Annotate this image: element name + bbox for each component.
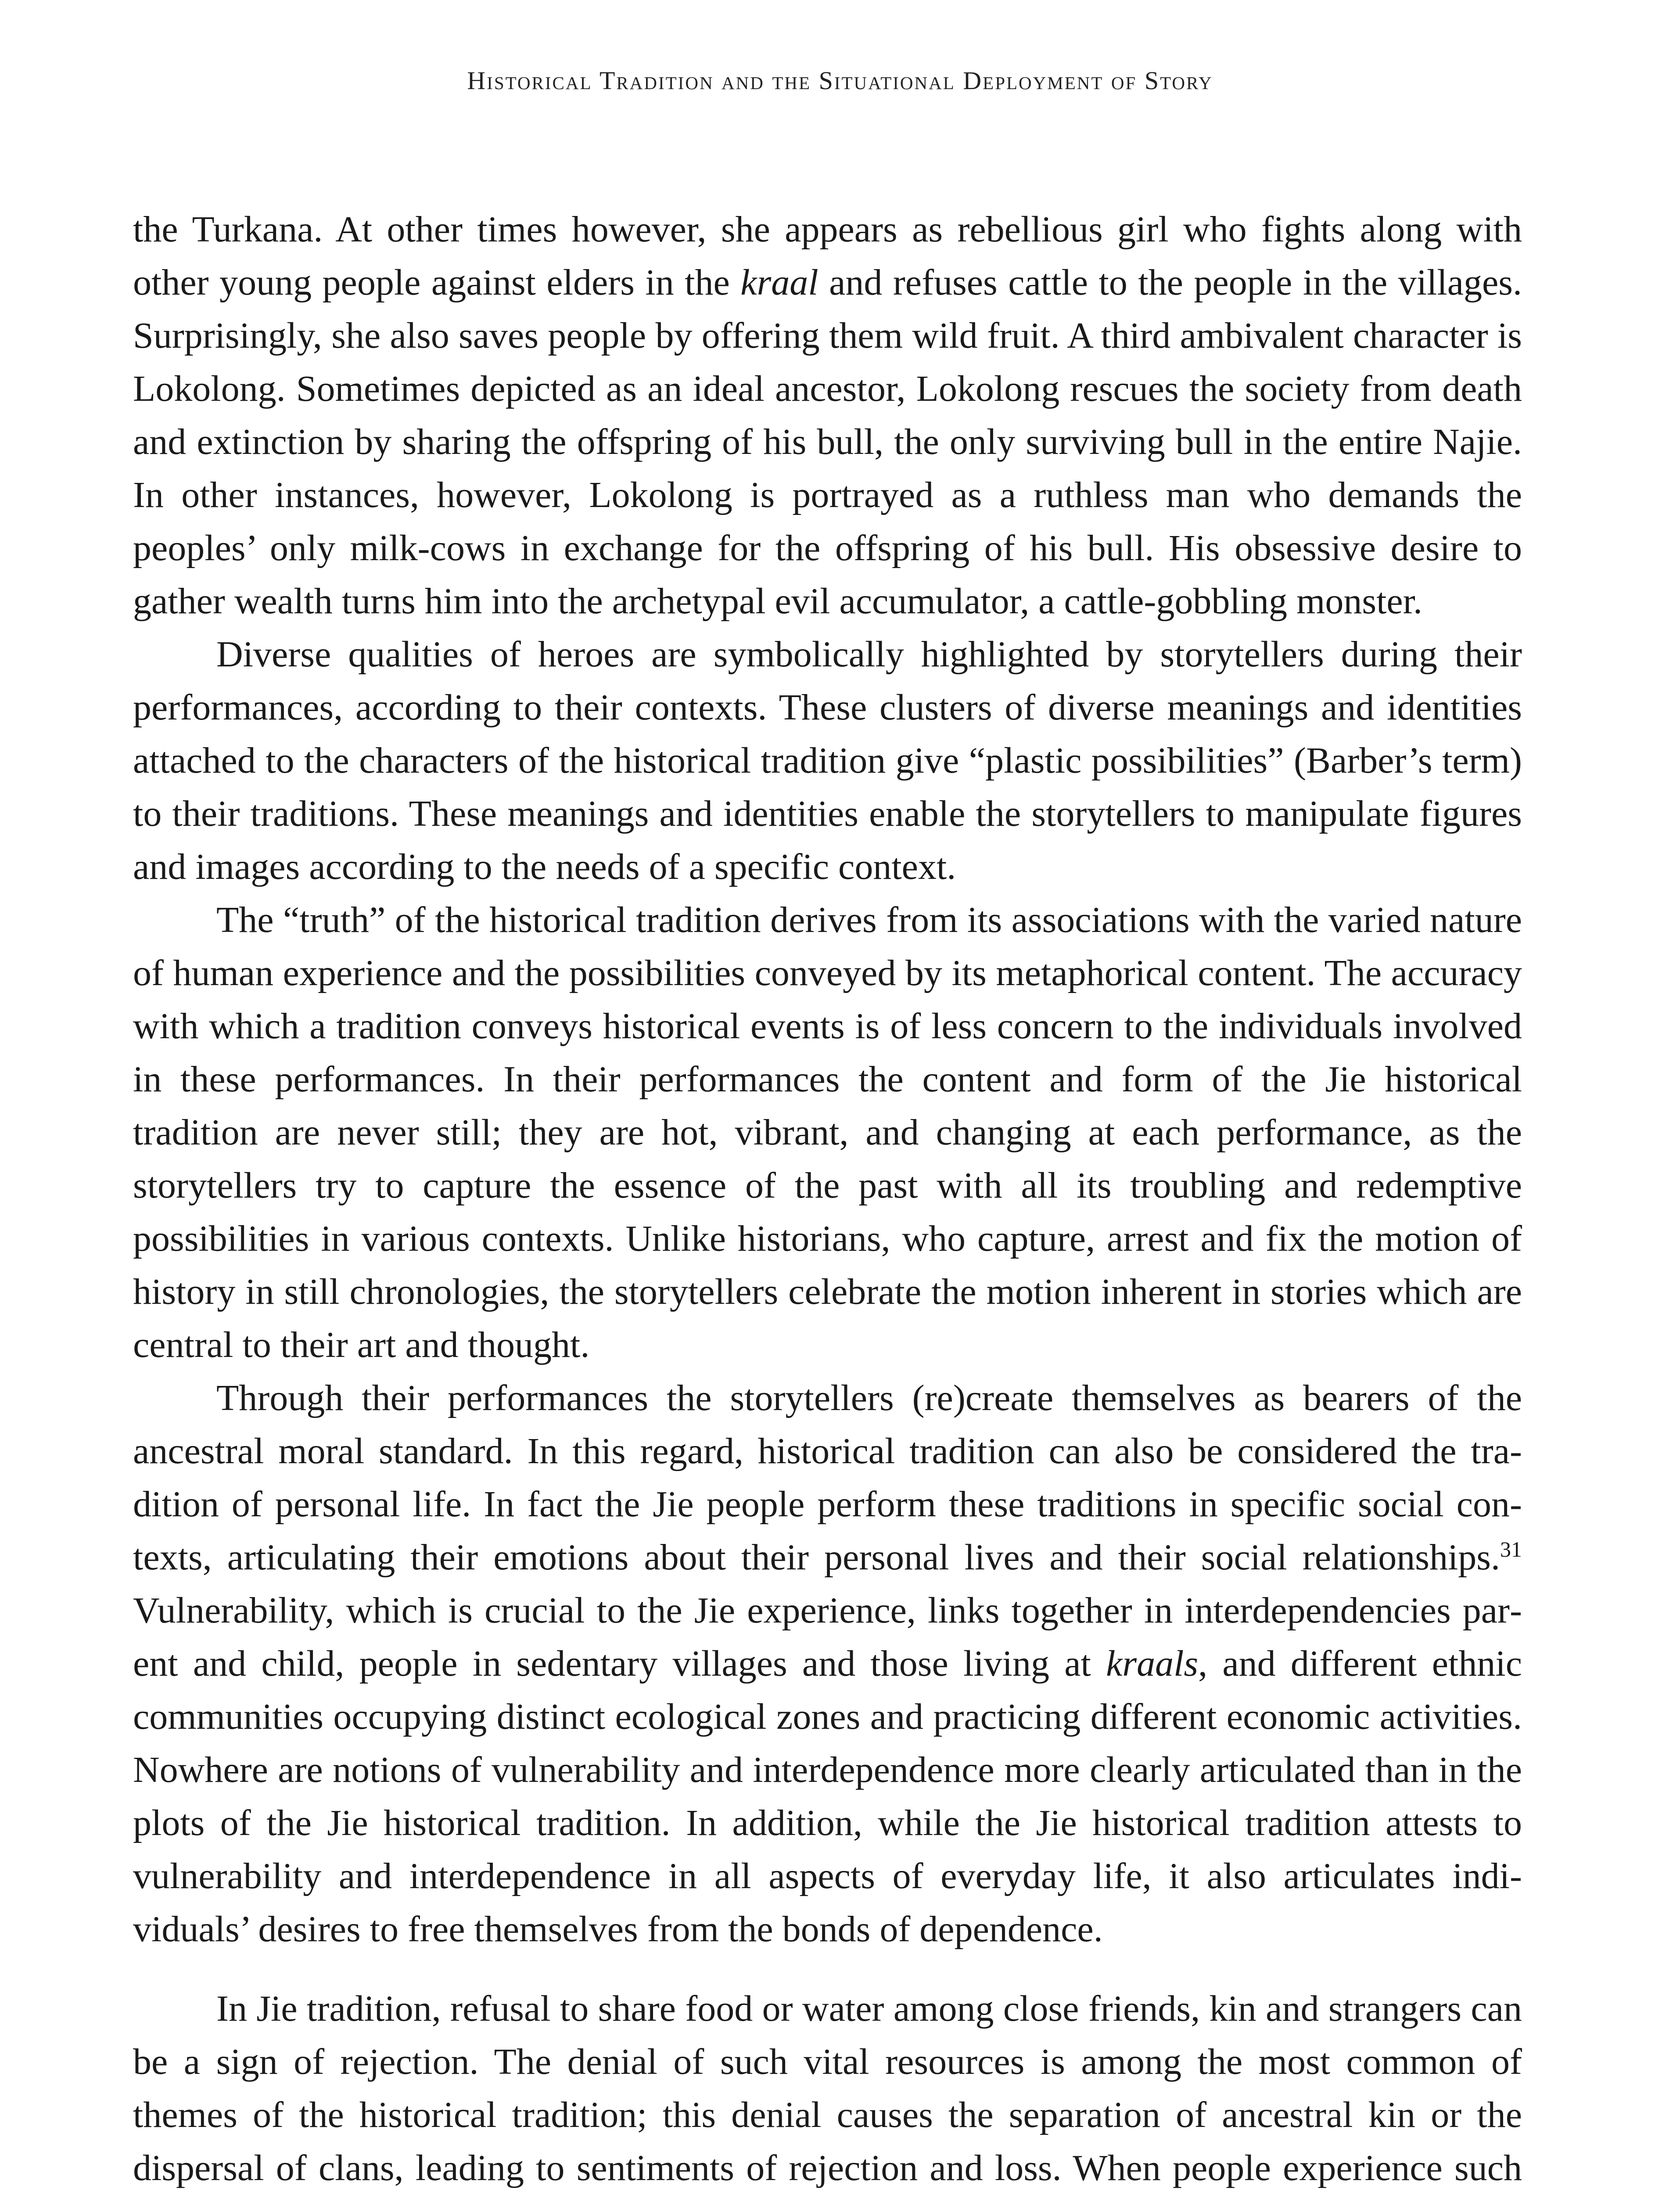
- text-run: , and different ethnic communities occupying distinct ecological zones and practicing different economic activities. Nowhere are notions of vulnerability and interdependence more clearly articulated than in the plots of the Jie historical tradition. In addition, while the Jie historical tradition attests to vulnerability and interdependence in all aspects of everyday life, it also articulates individuals’ desires to free themselves from the bonds of dependence.: [133, 1643, 1522, 1950]
- paragraph: [133, 1982, 1522, 2195]
- text-run: The “truth” of the historical tradition derives from its associations with the varied nature of human experience and the possibilities conveyed by its metaphorical content. The accuracy with which a tradition conveys historical events is of less concern to the individuals involved in these performances. In their performances the content and form of the Jie historical tradition are never still; they are hot, vibrant, and changing at each performance, as the storytellers try to capture the essence of the past with all its troubling and redemptive possibilities in various contexts. Unlike historians, who capture, arrest and fix the motion of history in still chronologies, the storytellers celebrate the motion inherent in stories which are central to their art and thought.: [133, 900, 1522, 1365]
- body-text: [133, 203, 1522, 2195]
- text-run: Vulnerability, which is crucial to the Jie experience, links together in interdependencies parent and child, people in sedentary villages and those living at: [133, 1590, 1522, 1684]
- italic-term: kraals: [1106, 1643, 1199, 1684]
- paragraph: [133, 628, 1522, 893]
- text-run: the Turkana. At other times however, she appears as rebellious girl who fights along with other young people against elders in the: [133, 209, 1522, 303]
- paragraph: [133, 893, 1522, 1371]
- footnote-marker: 31: [1500, 1537, 1522, 1562]
- running-head: Historical Tradition and the Situational Deployment of Story: [467, 66, 1213, 95]
- text-run: Diverse qualities of heroes are symbolically highlighted by storytellers during their performances, according to their contexts. These clusters of diverse meanings and identities attached to the characters of the historical tradition give “plastic possibilities” (Barber’s term) to their traditions. These meanings and identities enable the storytellers to manipulate figures and images according to the needs of a specific context.: [133, 634, 1522, 887]
- paragraph: [133, 203, 1522, 628]
- text-run: In Jie tradition, refusal to share food or water among close friends, kin and strangers can be a sign of rejection. The denial of such vital resources is among the most common of themes of the historical tradition; this denial causes the separation of ancestral kin or the dispersal of clans, leading to sentiments of rejection and loss. When people experience such: [133, 1988, 1522, 2188]
- text-run: Through their performances the storytellers (re)create themselves as bearers of the ancestral moral standard. In this regard, historical tradition can also be considered the tradition of personal life. In fact the Jie people perform these traditions in specific social contexts, articulating their emotions about their personal lives and their social relationships.: [133, 1378, 1522, 1578]
- text-run: and refuses cattle to the people in the villages. Surprisingly, she also saves people by offering them wild fruit. A third ambivalent character is Lokolong. Sometimes depicted as an ideal ancestor, Lokolong rescues the society from death and extinction by sharing the offspring of his bull, the only surviving bull in the entire Najie. In other instances, however, Lokolong is portrayed as a ruthless man who demands the peoples’ only milk-cows in exchange for the offspring of his bull. His obsessive desire to gather wealth turns him into the archetypal evil accumulator, a cattle-gobbling monster.: [133, 262, 1522, 622]
- italic-term: kraal: [740, 262, 818, 303]
- paragraph: [133, 1371, 1522, 1956]
